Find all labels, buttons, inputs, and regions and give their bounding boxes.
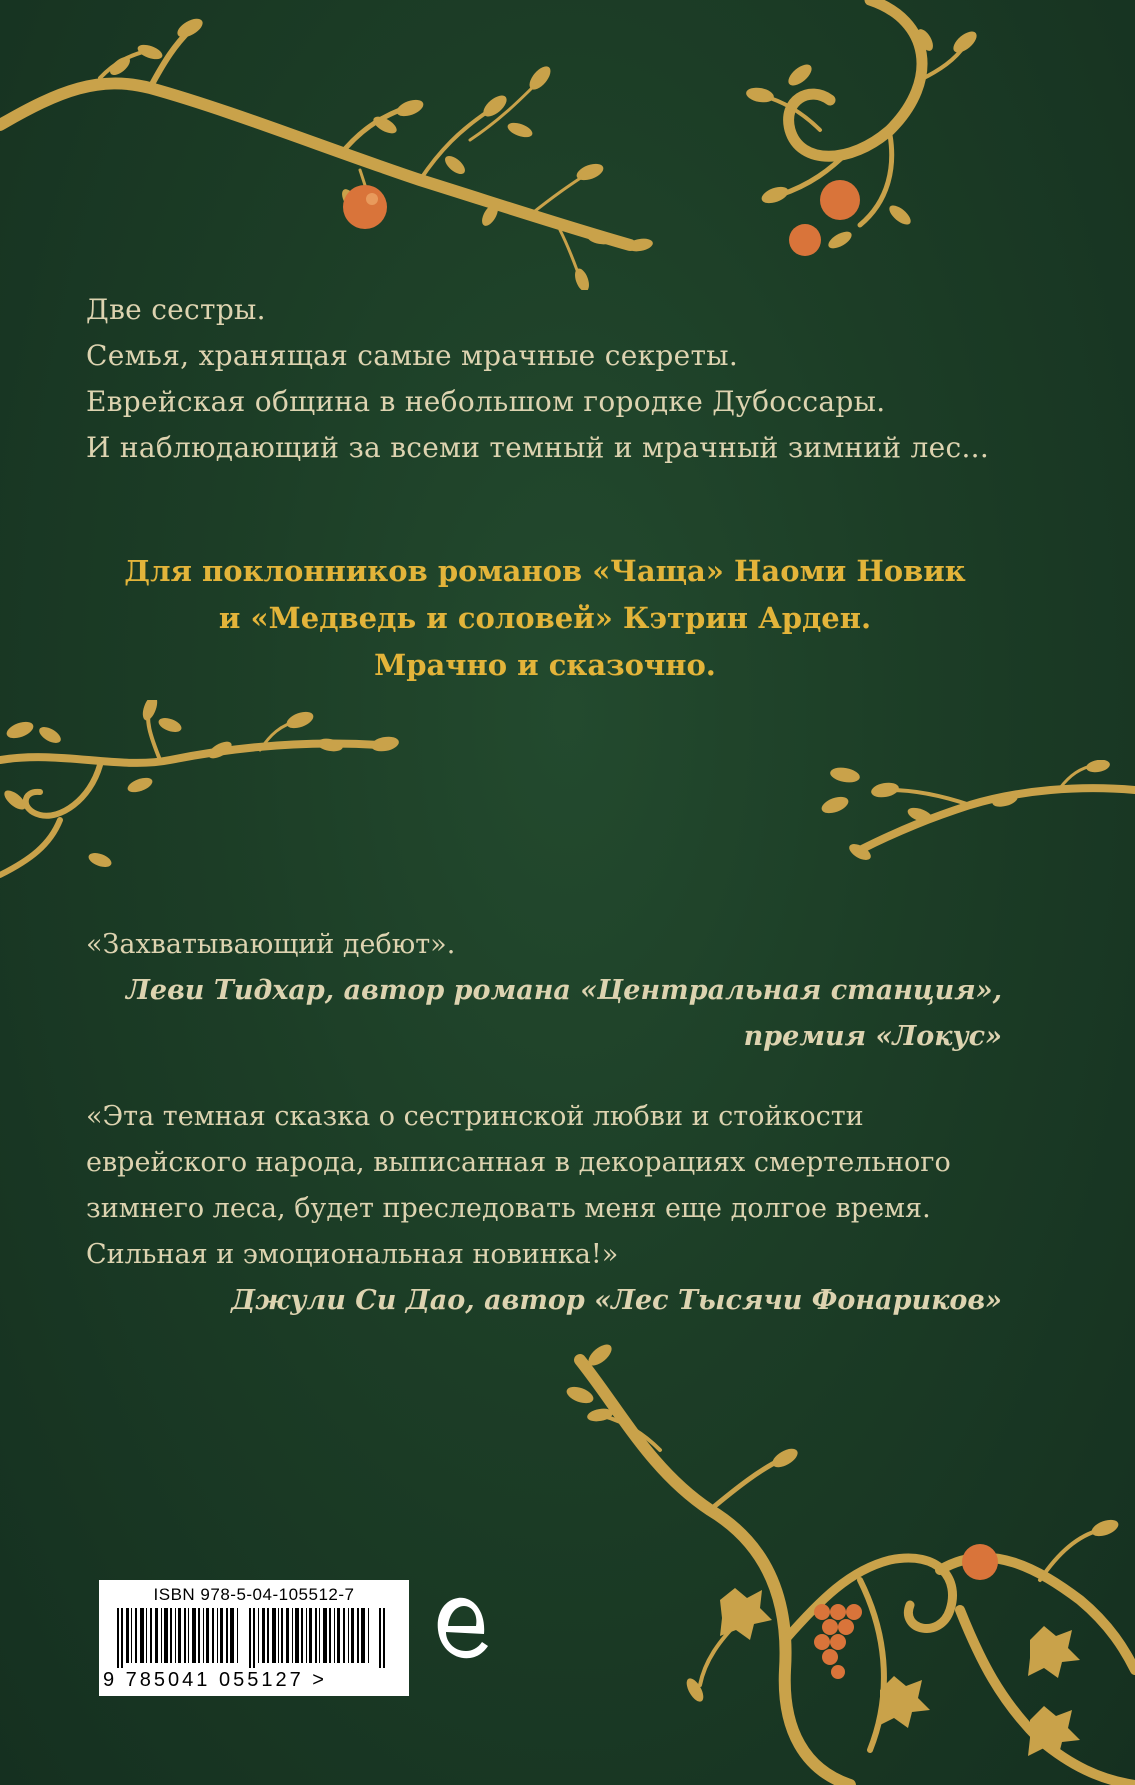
isbn-label: ISBN 978-5-04-105512-7 xyxy=(153,1585,355,1604)
quote-text: «Захватывающий дебют». xyxy=(86,929,456,960)
synopsis-blurb xyxy=(86,287,1066,471)
middle-left-branch-decoration xyxy=(0,700,400,900)
quote-attribution: Леви Тидхар, автор романа «Центральная станция», xyxy=(126,975,1002,1006)
top-left-branch-decoration xyxy=(0,0,680,290)
blurb-line: Две сестры. xyxy=(86,293,266,326)
quote-text-line: Сильная и эмоциональная новинка!» xyxy=(86,1239,619,1270)
barcode-bars xyxy=(117,1608,389,1668)
blurb-line: Семья, хранящая самые мрачные секреты. xyxy=(86,339,739,372)
quote-text-line: «Эта темная сказка о сестринской любви и стойкости xyxy=(86,1101,864,1132)
review-quote-2 xyxy=(86,1094,1002,1324)
publisher-logo-icon xyxy=(432,1588,492,1668)
blurb-line: Еврейская община в небольшом городке Дубоссары. xyxy=(86,385,886,418)
quote-text-line: еврейского народа, выписанная в декорациях смертельного xyxy=(86,1147,951,1178)
middle-right-branch-decoration xyxy=(820,760,1135,870)
review-quote-1 xyxy=(86,922,1002,1060)
promo-line: Для поклонников романов «Чаща» Наоми Новик xyxy=(124,554,966,588)
top-right-vine-decoration xyxy=(740,0,1000,270)
quote-text-line: зимнего леса, будет преследовать меня еще долгое время. xyxy=(86,1193,931,1224)
quote-attribution: премия «Локус» xyxy=(743,1021,1002,1052)
quote-attribution: Джули Си Дао, автор «Лес Тысячи Фонариков» xyxy=(231,1285,1002,1316)
bottom-right-vine-decoration xyxy=(560,1340,1135,1785)
promo-line: Мрачно и сказочно. xyxy=(374,648,716,682)
blurb-line: И наблюдающий за всеми темный и мрачный зимний лес... xyxy=(86,431,990,464)
promo-line: и «Медведь и соловей» Кэтрин Арден. xyxy=(218,601,872,635)
barcode-digits: 9 785041 055127 > xyxy=(103,1669,327,1691)
promo-tagline xyxy=(0,548,1090,689)
isbn-barcode xyxy=(99,1580,409,1696)
